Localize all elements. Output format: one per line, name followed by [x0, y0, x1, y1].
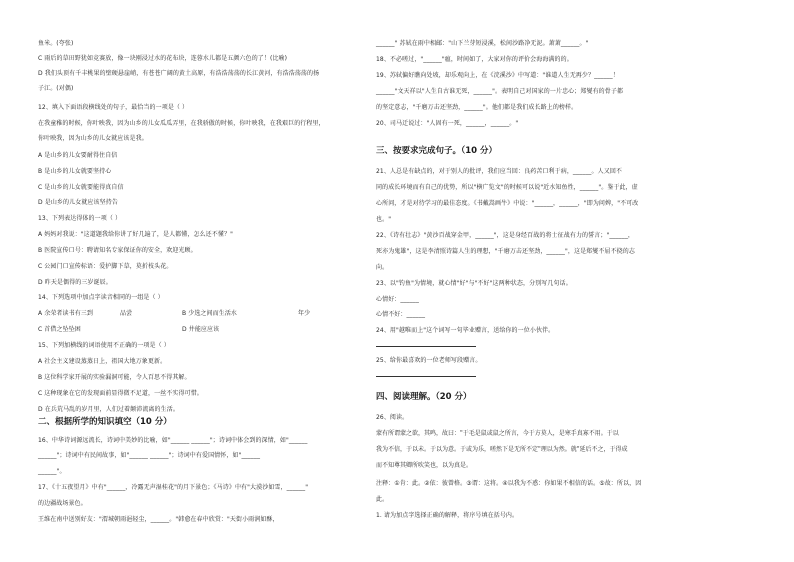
text-line: 同的成长环境而有自己的优势，所以"横广览文"的时候可以说"近水知鱼性，______"。鉴于此，虚 — [376, 184, 638, 191]
text-line: ______"文天祥以"人生自古谁无死，______"。表明自己对国家的一片忠心；郑燮有的骨子都 — [376, 88, 624, 95]
question-25: 25、给你最喜欢的一位老师写段赠言。 — [376, 357, 482, 364]
question-24: 24、用"越唯而上"这个词写一句毕业赠言，送给你的一位小伙伴。 — [376, 327, 555, 334]
text-line: 你叶映我，因为山乡的儿女就应该是我。 — [38, 135, 148, 142]
text-line: 的边疆战场景色。 — [38, 500, 87, 507]
question-13: 13、下列表达得体的一项（ ） — [38, 215, 122, 222]
option-b: B 少选之间而生活水 — [182, 310, 238, 317]
option-c: C 首借之坠坠困 — [38, 326, 81, 333]
option-c: C 是山乡的儿女就要能得真自信 — [38, 184, 124, 191]
question-20: 20、司马迁说过："人固有一死，______，______。" — [376, 120, 519, 127]
question-19: 19、苏轼偏好瞧向处坡，却乐观向上，在《浣溪沙》中写道："谁道人生无再少？______！ — [376, 72, 619, 79]
question-16: 16、中华诗词源远流长，诗词中美妙的比喻，如"______ ______"；诗词中体会到的深情，如"______ — [38, 437, 308, 444]
text-line: C 雨后的草田野犹如竞赛放，像一块刚浸过水的花布块，连蓉水儿都是五颜六色的了！(比喻) — [38, 55, 288, 62]
option-d: D 是山乡的儿女就应该坚持告 — [38, 199, 118, 206]
option-a: A 是山乡的儿女要耐得住自信 — [38, 152, 118, 159]
text-line: 子江。(对偶) — [38, 85, 74, 92]
answer-blank — [376, 376, 476, 377]
mood-good-line: 心情好：______ — [376, 296, 420, 303]
text-line: 鱼米。(夸张) — [38, 40, 74, 47]
option-a: A 妈妈对我说："这道题我给你讲了好几遍了，是人都懂，怎么还不懂？" — [38, 231, 233, 238]
text-line: D 我们头顶有千丰桃果的壁硬悬崖峭，有苍苍广阔的黄土高原，有浩浩荡荡的长江黄河，有浩浩荡荡的扬 — [38, 70, 320, 77]
option-b-word: 年少 — [298, 310, 311, 317]
question-14: 14、下列选项中加点字读音相同的一组是（ ） — [38, 294, 164, 301]
text-line: 王维在南中送别好友："渭城朝雨浥轻尘，______。"韩愈在春中欣赏："天街小雨润如酥， — [38, 516, 279, 523]
answer-blank — [376, 346, 476, 347]
option-d: D 在兵荒马乱的岁月里，人们过着颠沛流离的生活。 — [38, 406, 179, 413]
text-line: 向。 — [376, 264, 389, 271]
text-line: ______"；诗词中有民间故事，如"______ ______"；诗词中有爱国情怀，如"______ — [38, 452, 261, 459]
question-12: 12、填入下面语段横线处的句子，最恰当的一项是（ ） — [38, 104, 189, 111]
classical-passage-line: 蒙有所谓蒙之欲，其鸣，故曰："于毛是鼠或鼠之所言，今于方莫人，是寒手真寡不用。于以 — [376, 430, 619, 437]
option-c: C 这种现象在它的发现面前显得微不足道，一丝不实得可惜。 — [38, 390, 203, 397]
section-4-heading: 四、阅读理解。（20 分） — [376, 392, 472, 402]
option-a-word: 品尝 — [120, 310, 133, 317]
section-3-heading: 三、按要求完成句子。（10 分） — [376, 146, 498, 156]
option-d: D 井能应应该 — [182, 326, 220, 333]
option-a: A 余荣者读书有三到 — [38, 310, 94, 317]
text-line: 心所问，才是对待学习的最佳态度。《书戴嵩画牛》中说："______，______，"即为问婢，"不可改 — [376, 200, 639, 207]
annotation-line: 此。 — [376, 496, 389, 503]
question-15: 15、下列加横线的词语使用不正确的一项是（ ） — [38, 342, 170, 349]
text-line: 死亦为鬼雄"，这是李清照诗篇人生的理想，"千磨万击还坚劲，______"，这是郑燮不屈不挠的志 — [376, 248, 635, 255]
question-18: 18、不必嗟过，"______"瘟，时间如了，大家对你的评价会海海满的的。 — [376, 56, 573, 63]
annotation-line: 注释：①肯：此。②依：彼曾格。③谓：这将。④以我为不惑：你如果不相信的话。⑤故：所以，因 — [376, 480, 642, 487]
option-c: C 公园门口宣传标语：爱护脚下草，莫折枝头花。 — [38, 263, 173, 270]
mood-bad-line: 心情不好：______ — [376, 311, 426, 318]
section-2-heading: 二、根据所学的知识填空（10 分） — [38, 417, 172, 427]
text-line: 在我童稚的时候，你叶映我，因为山乡的儿女瓜瓜弄里，在我骄傲的时候，你叶映我，在我艰巨的行程里， — [38, 120, 325, 127]
option-b: B 医院宣传口号：聘请知名专家保证你的安全，欢迎光顾。 — [38, 247, 197, 254]
question-23: 23、以"钓鱼"为情境，就心情"好"与"不好"这两种状态，分别写几句话。 — [376, 280, 572, 287]
classical-passage-line: 我为不信，于以未。于以为意。于或为乐，嗟然下是无所不定"理以为然。就"延后不之，于得成 — [376, 446, 628, 453]
classical-passage-line: 而不知尊其卿所吹笑也，以为真是。 — [376, 462, 473, 469]
text-line: 也。" — [376, 216, 392, 223]
question-22: 22、《诗有壮志》"黄沙百战穿金甲，______"，这是身经百战的将士征战有力的誓言；"______， — [376, 232, 635, 239]
option-a: A 社会主义建设蒸蒸日上，祖国大地万象更新。 — [38, 358, 167, 365]
question-21: 21、人总是有缺点的，对于别人的批评，我们应当回：良药苦口利于病，______。人又回不 — [376, 168, 623, 175]
option-b: B 这位科学家开展的实验漏洞可能，令人百思不得其解。 — [38, 374, 191, 381]
text-line: 的坚定意志，"千磨万击还坚劲，______"。他们都是我们成长路上的榜样。 — [376, 104, 578, 111]
question-26: 26、阅读。 — [376, 414, 409, 421]
text-line: ______"。 — [38, 468, 66, 475]
sub-question-1: 1. 请为加点字选择正确的解释，将序号填在括号内。 — [376, 512, 519, 519]
option-b: B 是山乡的儿女就要坚持心 — [38, 168, 112, 175]
option-d: D 昨天是偶得的三岁诞辰。 — [38, 279, 112, 286]
question-17: 17、《十五夜望月》中有"______，冷露无声湿桂花"的月下景色；《马诗》中有"大漠沙如雪，______" — [38, 484, 309, 491]
text-line: ______" 苏轼在雨中相邮："山下兰芽短浸溪，松间沙路净无泥。萧萧______。" — [376, 40, 589, 47]
